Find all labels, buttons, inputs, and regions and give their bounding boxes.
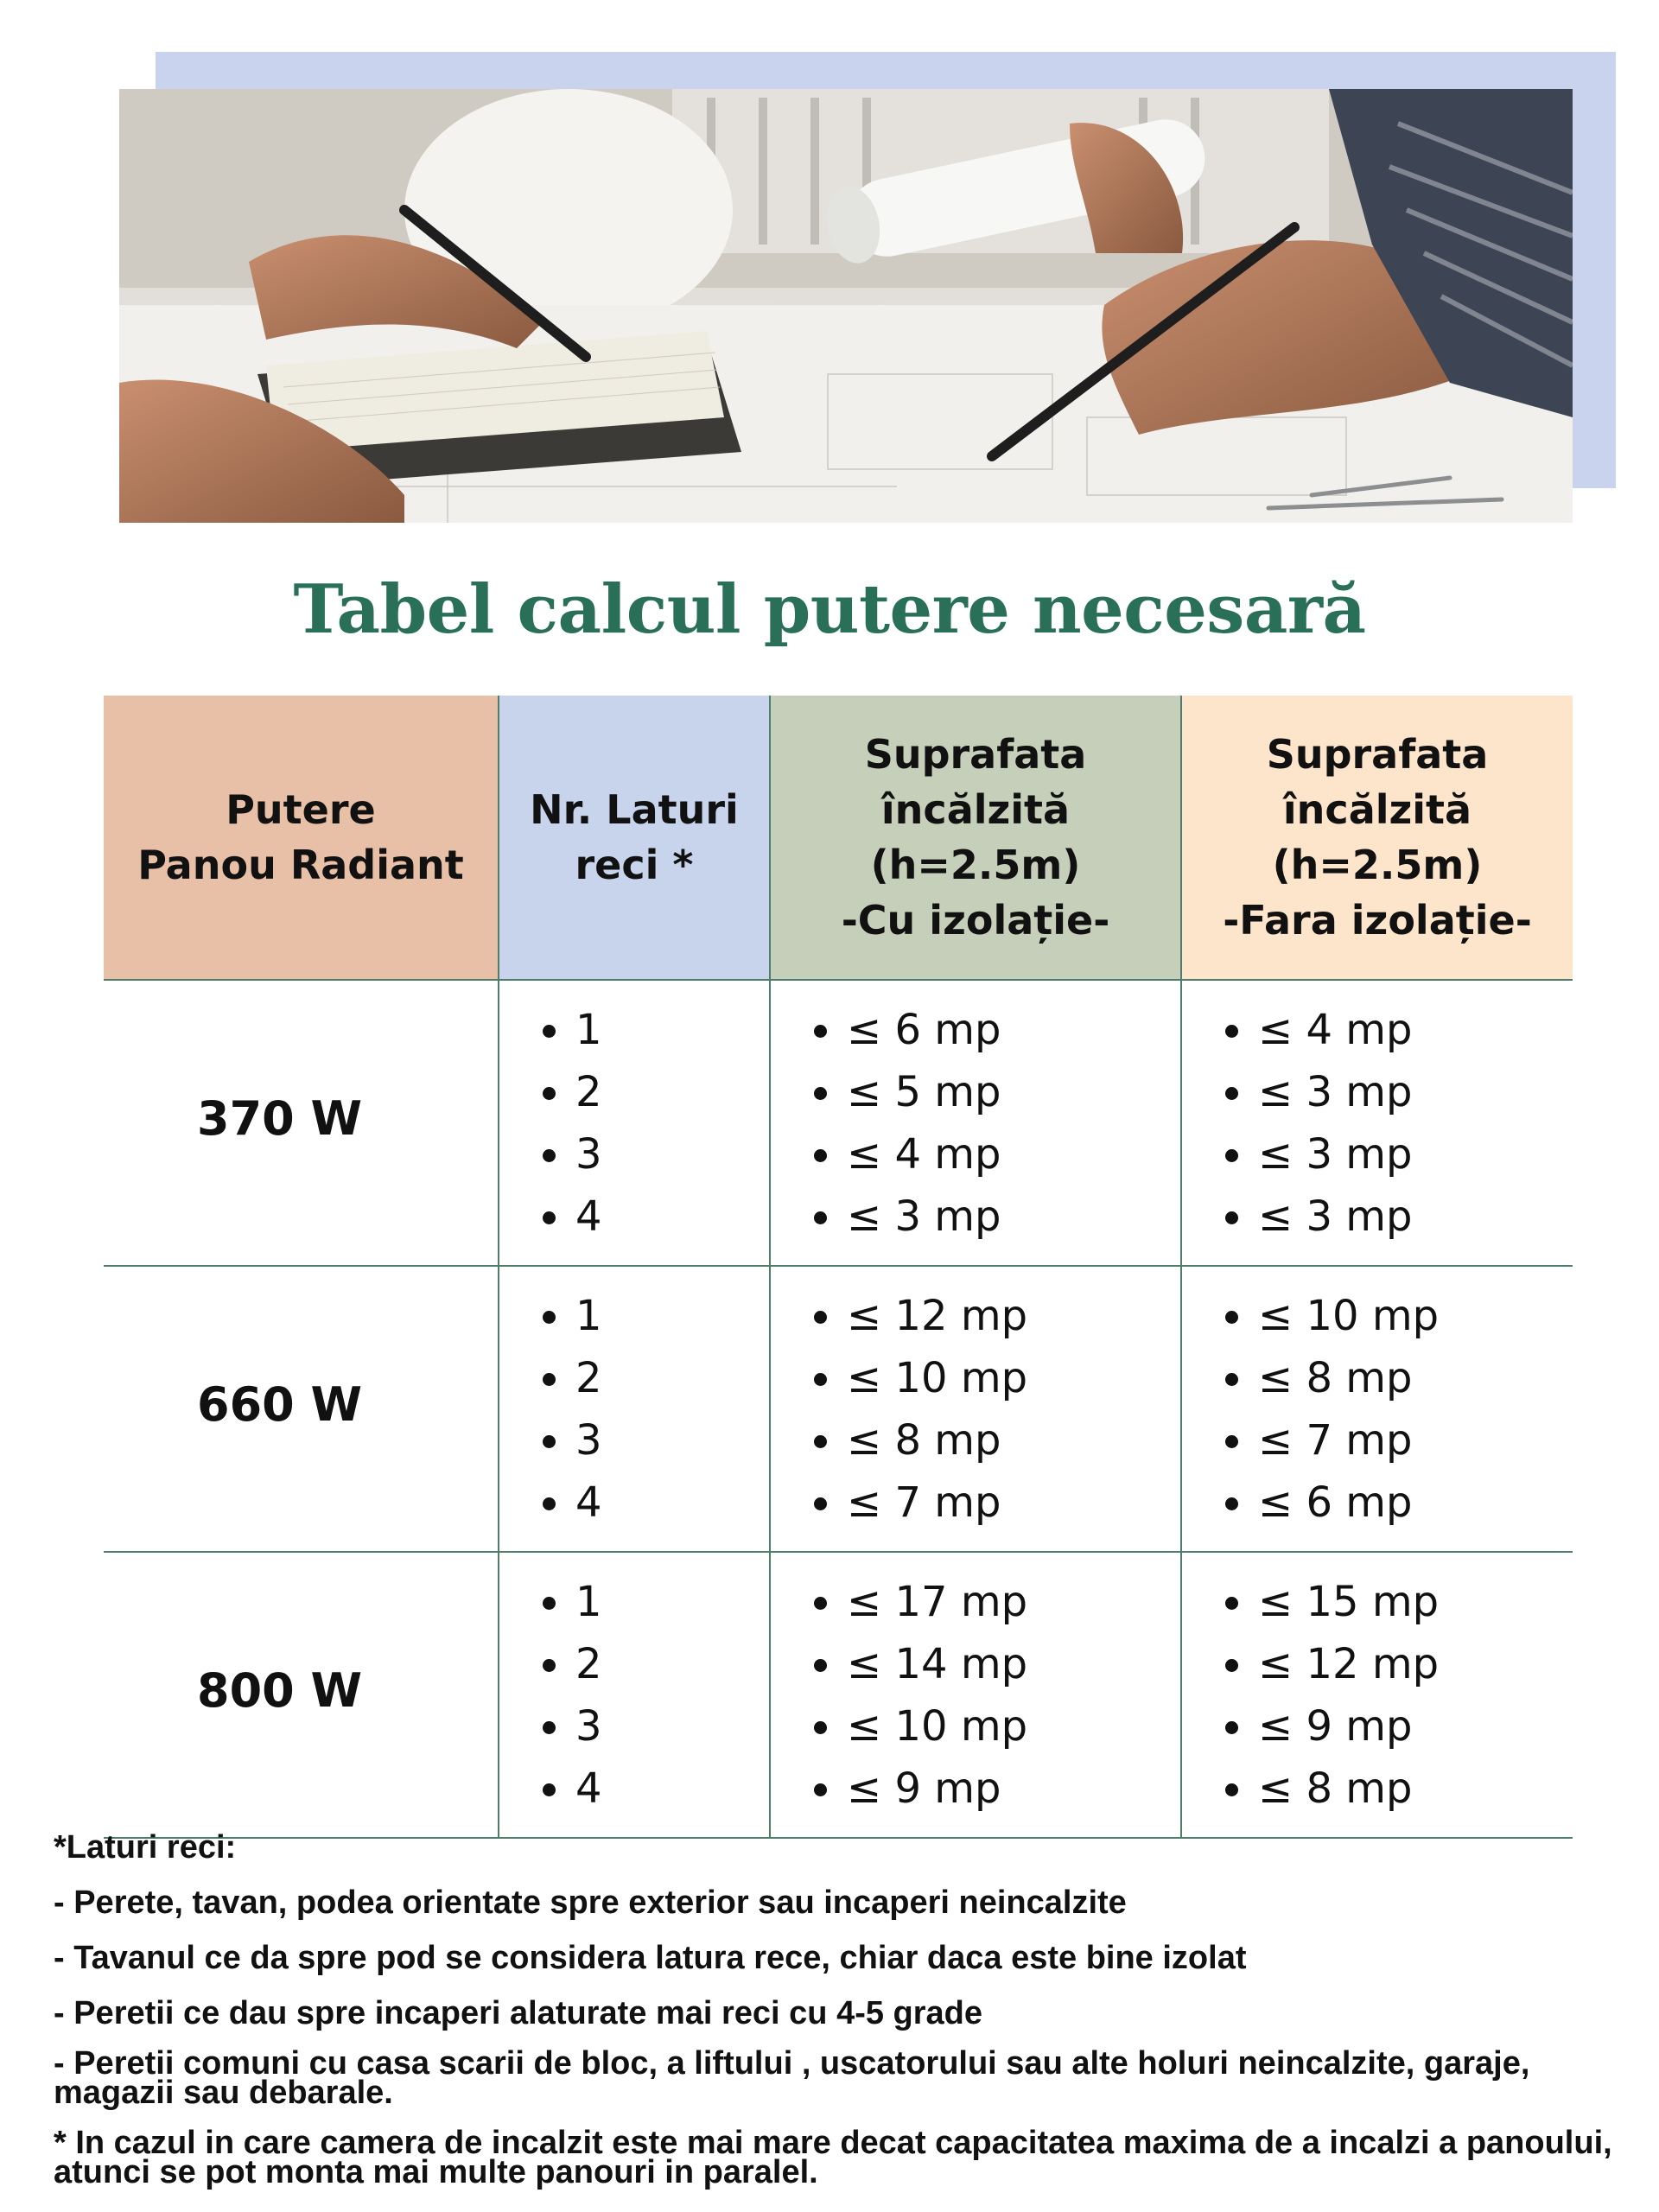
- list-item: ≤ 8 mp: [812, 1409, 1180, 1471]
- list-item: ≤ 10 mp: [812, 1347, 1180, 1409]
- header-photo: [119, 89, 1573, 523]
- list-item: ≤ 4 mp: [1224, 999, 1573, 1061]
- list-item: ≤ 10 mp: [812, 1695, 1180, 1758]
- notes-heading: *Laturi reci:: [54, 1829, 237, 1866]
- list-item: ≤ 6 mp: [812, 999, 1180, 1061]
- list-item: ≤ 3 mp: [1224, 1123, 1573, 1185]
- cold-sides-list: [499, 1285, 769, 1534]
- without-insulation-cell: [1181, 980, 1573, 1266]
- table-row: [104, 1552, 1573, 1838]
- page-title: Tabel calcul putere necesară: [293, 570, 1366, 649]
- with-insulation-cell: [770, 1552, 1181, 1838]
- list-item: ≤ 3 mp: [1224, 1185, 1573, 1248]
- without-insulation-cell: [1181, 1266, 1573, 1552]
- list-item: 4: [541, 1471, 769, 1534]
- cold-sides-cell: [499, 980, 770, 1266]
- list-item: 3: [541, 1123, 769, 1185]
- list-item: 1: [541, 999, 769, 1061]
- table-row: [104, 980, 1573, 1266]
- header-area-without-insulation: Suprafata încălzită (h=2.5m) -Fara izolație-: [1181, 696, 1573, 980]
- list-item: 3: [541, 1409, 769, 1471]
- list-item: ≤ 15 mp: [1224, 1571, 1573, 1633]
- table-header-row: [104, 696, 1573, 980]
- power-calculation-table: [104, 696, 1573, 1839]
- with-insulation-list: [771, 1571, 1180, 1820]
- list-item: ≤ 7 mp: [1224, 1409, 1573, 1471]
- header-area-with-insulation: Suprafata încălzită (h=2.5m) -Cu izolație-: [770, 696, 1181, 980]
- list-item: ≤ 8 mp: [1224, 1347, 1573, 1409]
- header-power: Putere Panou Radiant: [104, 696, 499, 980]
- power-value: 370 W: [104, 980, 499, 1266]
- power-value: 800 W: [104, 1552, 499, 1838]
- list-item: ≤ 4 mp: [812, 1123, 1180, 1185]
- list-item: 2: [541, 1347, 769, 1409]
- list-item: ≤ 10 mp: [1224, 1285, 1573, 1347]
- list-item: 2: [541, 1633, 769, 1695]
- with-insulation-cell: [770, 980, 1181, 1266]
- list-item: ≤ 8 mp: [1224, 1758, 1573, 1820]
- cold-sides-cell: [499, 1266, 770, 1552]
- list-item: ≤ 9 mp: [812, 1758, 1180, 1820]
- note-item: - Peretii ce dau spre incaperi alaturate mai reci cu 4-5 grade: [54, 1995, 983, 2031]
- cold-sides-list: [499, 1571, 769, 1820]
- list-item: ≤ 5 mp: [812, 1061, 1180, 1123]
- without-insulation-list: [1182, 1285, 1573, 1534]
- list-item: ≤ 12 mp: [1224, 1633, 1573, 1695]
- note-item: - Peretii comuni cu casa scarii de bloc, a liftului , uscatorului sau alte holuri neincalzite, garaje, magazii sau debarale.: [54, 2045, 1530, 2111]
- list-item: ≤ 17 mp: [812, 1571, 1180, 1633]
- without-insulation-cell: [1181, 1552, 1573, 1838]
- list-item: 1: [541, 1285, 769, 1347]
- note-item: - Perete, tavan, podea orientate spre exterior sau incaperi neincalzite: [54, 1885, 1127, 1921]
- architects-plans-image: [119, 89, 1573, 523]
- power-value: 660 W: [104, 1266, 499, 1552]
- cold-sides-cell: [499, 1552, 770, 1838]
- without-insulation-list: [1182, 999, 1573, 1248]
- list-item: 2: [541, 1061, 769, 1123]
- footnote: * In cazul in care camera de incalzit este mai mare decat capacitatea maxima de a incalzi a panoului, atunci se pot monta mai multe panouri in paralel.: [54, 2125, 1612, 2190]
- list-item: ≤ 3 mp: [812, 1185, 1180, 1248]
- list-item: 1: [541, 1571, 769, 1633]
- list-item: ≤ 6 mp: [1224, 1471, 1573, 1534]
- list-item: ≤ 7 mp: [812, 1471, 1180, 1534]
- list-item: ≤ 3 mp: [1224, 1061, 1573, 1123]
- with-insulation-list: [771, 1285, 1180, 1534]
- with-insulation-cell: [770, 1266, 1181, 1552]
- list-item: 4: [541, 1185, 769, 1248]
- note-item: - Tavanul ce da spre pod se considera latura rece, chiar daca este bine izolat: [54, 1940, 1247, 1976]
- header-cold-sides: Nr. Laturi reci *: [499, 696, 770, 980]
- without-insulation-list: [1182, 1571, 1573, 1820]
- list-item: ≤ 12 mp: [812, 1285, 1180, 1347]
- list-item: 4: [541, 1758, 769, 1820]
- cold-sides-list: [499, 999, 769, 1248]
- notes-section: [54, 1827, 1626, 2208]
- list-item: ≤ 9 mp: [1224, 1695, 1573, 1758]
- list-item: ≤ 14 mp: [812, 1633, 1180, 1695]
- with-insulation-list: [771, 999, 1180, 1248]
- list-item: 3: [541, 1695, 769, 1758]
- table-row: [104, 1266, 1573, 1552]
